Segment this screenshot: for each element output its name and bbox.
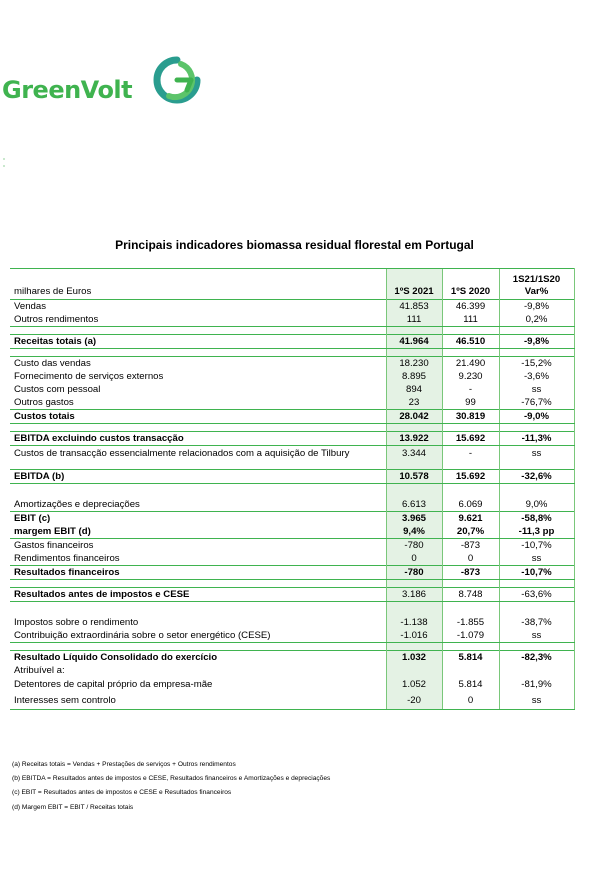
footnote: (a) Receitas totais = Vendas + Prestações de serviços + Outros rendimentos [12, 761, 236, 768]
row-label: Custo das vendas [10, 357, 386, 371]
row-value-2021: -20 [386, 693, 442, 710]
table-row [10, 410, 574, 424]
row-value-2020: 9.230 [442, 370, 499, 383]
spacer-row [10, 484, 574, 492]
decorative-speck [3, 165, 5, 167]
row-value-var: -63,6% [499, 588, 574, 602]
row-value-var: ss [499, 446, 574, 463]
row-value-2020: -873 [442, 539, 499, 553]
table-row [10, 552, 574, 566]
table-row [10, 383, 574, 396]
row-value-2021: 18.230 [386, 357, 442, 371]
row-value-2020: 5.814 [442, 651, 499, 665]
row-value-2020: 46.510 [442, 335, 499, 349]
row-value-var: -10,7% [499, 539, 574, 553]
row-label: Amortizações e depreciações [14, 499, 140, 510]
row-value-2021: 1.052 [386, 677, 442, 693]
header-units-label: milhares de Euros [10, 269, 386, 300]
row-value-2021: 6.613 [386, 498, 442, 512]
row-value-2020: 30.819 [442, 410, 499, 424]
row-value-var: -58,8% [499, 512, 574, 526]
table-row [10, 370, 574, 383]
row-value-2020: -1.079 [442, 629, 499, 643]
row-value-var: -15,2% [499, 357, 574, 371]
logo-wordmark: GreenVolt [2, 76, 133, 104]
spacer-row [10, 602, 574, 610]
row-label: Resultado Líquido Consolidado do exercício [10, 651, 386, 665]
row-value-var: -76,7% [499, 396, 574, 410]
table-row [10, 616, 574, 629]
table-row [10, 512, 574, 526]
table-row [10, 539, 574, 553]
row-value-var: ss [499, 629, 574, 643]
header-col-2020: 1ºS 2020 [442, 269, 499, 300]
row-label: EBITDA (b) [10, 470, 386, 484]
spacer-row [10, 491, 574, 498]
row-value-2020: 15.692 [442, 432, 499, 446]
row-value-2021: 8.895 [386, 370, 442, 383]
row-label: Custos com pessoal [14, 384, 101, 395]
row-value-var: 9,0% [499, 498, 574, 512]
row-value-2020: - [442, 383, 499, 396]
row-label: Impostos sobre o rendimento [14, 617, 139, 628]
row-value-var: -10,7% [499, 566, 574, 580]
footnote: (c) EBIT = Resultados antes de impostos e CESE e Resultados financeiros [12, 789, 232, 797]
row-value-var: -81,9% [499, 677, 574, 693]
table-row [10, 300, 574, 314]
row-value-2021: 894 [386, 383, 442, 396]
row-label: Interesses sem controlo [10, 693, 386, 710]
table-row [10, 588, 574, 602]
row-label: Contribuição extraordinária sobre o setor energético (CESE) [10, 629, 386, 643]
page-title: Principais indicadores biomassa residual florestal em Portugal [115, 238, 474, 252]
row-value-2021: 3.965 [386, 512, 442, 526]
row-value-2021 [386, 664, 442, 677]
row-label: margem EBIT (d) [10, 525, 386, 539]
footnotes [12, 758, 330, 815]
row-value-2020: 46.399 [442, 300, 499, 314]
row-value-var: -11,3% [499, 432, 574, 446]
table-row [10, 446, 574, 463]
spacer-row [10, 462, 574, 470]
row-label: Gastos financeiros [14, 540, 94, 551]
spacer-row [10, 609, 574, 616]
row-value-2020: 15.692 [442, 470, 499, 484]
table-row [10, 566, 574, 580]
financial-indicators-table [10, 268, 575, 710]
row-value-2021: -1.016 [386, 629, 442, 643]
row-label: Vendas [10, 300, 386, 314]
row-value-var: -9,8% [499, 335, 574, 349]
row-label: Atribuível a: [14, 665, 65, 676]
row-value-2021: 111 [386, 313, 442, 327]
row-label: Receitas totais (a) [10, 335, 386, 349]
footnote: (d) Margem EBIT = EBIT / Receitas totais [12, 803, 134, 811]
row-value-var: ss [499, 552, 574, 566]
row-label: EBIT (c) [10, 512, 386, 526]
table-row [10, 677, 574, 693]
table-row [10, 357, 574, 371]
row-value-var: 0,2% [499, 313, 574, 327]
spacer-row [10, 349, 574, 357]
row-value-2020: 6.069 [442, 498, 499, 512]
row-value-2020: 20,7% [442, 525, 499, 539]
table-row [10, 313, 574, 327]
row-label: Custos totais [10, 410, 386, 424]
table-header-row [10, 269, 574, 300]
table-row [10, 396, 574, 410]
row-label: Outros gastos [14, 397, 74, 408]
row-value-2021: 1.032 [386, 651, 442, 665]
row-label: Resultados antes de impostos e CESE [10, 588, 386, 602]
row-value-var [499, 664, 574, 677]
table-row [10, 651, 574, 665]
header-var-line1: 1S21/1S20 [512, 274, 561, 285]
row-value-2020: -1.855 [442, 616, 499, 629]
row-label: Outros rendimentos [10, 313, 386, 327]
row-value-var: -11,3 pp [499, 525, 574, 539]
table-row [10, 693, 574, 710]
greenvolt-logo [2, 56, 202, 106]
row-value-2021: 3.186 [386, 588, 442, 602]
table-row [10, 432, 574, 446]
row-value-var: ss [499, 383, 574, 396]
row-value-2020: 0 [442, 552, 499, 566]
header-col-var [499, 269, 574, 300]
row-value-var: -9,0% [499, 410, 574, 424]
row-value-2021: 23 [386, 396, 442, 410]
row-value-2020: 9.621 [442, 512, 499, 526]
row-value-2021: 0 [386, 552, 442, 566]
row-value-2021: 28.042 [386, 410, 442, 424]
row-value-2020 [442, 664, 499, 677]
row-value-var: -9,8% [499, 300, 574, 314]
row-value-2020: 8.748 [442, 588, 499, 602]
row-label: Rendimentos financeiros [14, 553, 120, 564]
row-value-2021: -1.138 [386, 616, 442, 629]
footnote: (b) EBITDA = Resultados antes de impostos e CESE, Resultados financeiros e Amortizações e depreciações [12, 775, 331, 783]
row-value-2021: -780 [386, 539, 442, 553]
header-var-line2: Var% [524, 286, 549, 297]
row-value-2021: 13.922 [386, 432, 442, 446]
row-value-2020: 0 [442, 693, 499, 710]
row-value-var: -3,6% [499, 370, 574, 383]
row-label: Resultados financeiros [10, 566, 386, 580]
row-value-2020: 21.490 [442, 357, 499, 371]
greenvolt-logo-mark-icon [147, 56, 201, 104]
table-row [10, 498, 574, 512]
header-col-2021: 1ºS 2021 [386, 269, 442, 300]
row-value-2020: - [442, 446, 499, 463]
table-row [10, 470, 574, 484]
row-value-2021: 9,4% [386, 525, 442, 539]
row-label: EBITDA excluindo custos transacção [10, 432, 386, 446]
row-label: Detentores de capital próprio da empresa-mãe [14, 679, 213, 690]
table-row [10, 335, 574, 349]
decorative-speck [3, 158, 5, 160]
row-value-2021: 10.578 [386, 470, 442, 484]
spacer-row [10, 327, 574, 335]
row-value-2020: -873 [442, 566, 499, 580]
table-row [10, 664, 574, 677]
table-row [10, 525, 574, 539]
row-value-var: -82,3% [499, 651, 574, 665]
row-value-2021: 41.964 [386, 335, 442, 349]
row-value-var: -38,7% [499, 616, 574, 629]
row-value-2021: 41.853 [386, 300, 442, 314]
spacer-row [10, 580, 574, 588]
spacer-row [10, 643, 574, 651]
row-value-2020: 99 [442, 396, 499, 410]
spacer-row [10, 424, 574, 432]
row-value-2021: 3.344 [386, 446, 442, 463]
row-value-var: ss [499, 693, 574, 710]
row-value-2020: 5.814 [442, 677, 499, 693]
row-value-var: -32,6% [499, 470, 574, 484]
row-label: Fornecimento de serviços externos [14, 371, 164, 382]
row-label: Custos de transacção essencialmente relacionados com a aquisição de Tilbury [14, 448, 350, 459]
table-row [10, 629, 574, 643]
row-value-2021: -780 [386, 566, 442, 580]
row-value-2020: 111 [442, 313, 499, 327]
